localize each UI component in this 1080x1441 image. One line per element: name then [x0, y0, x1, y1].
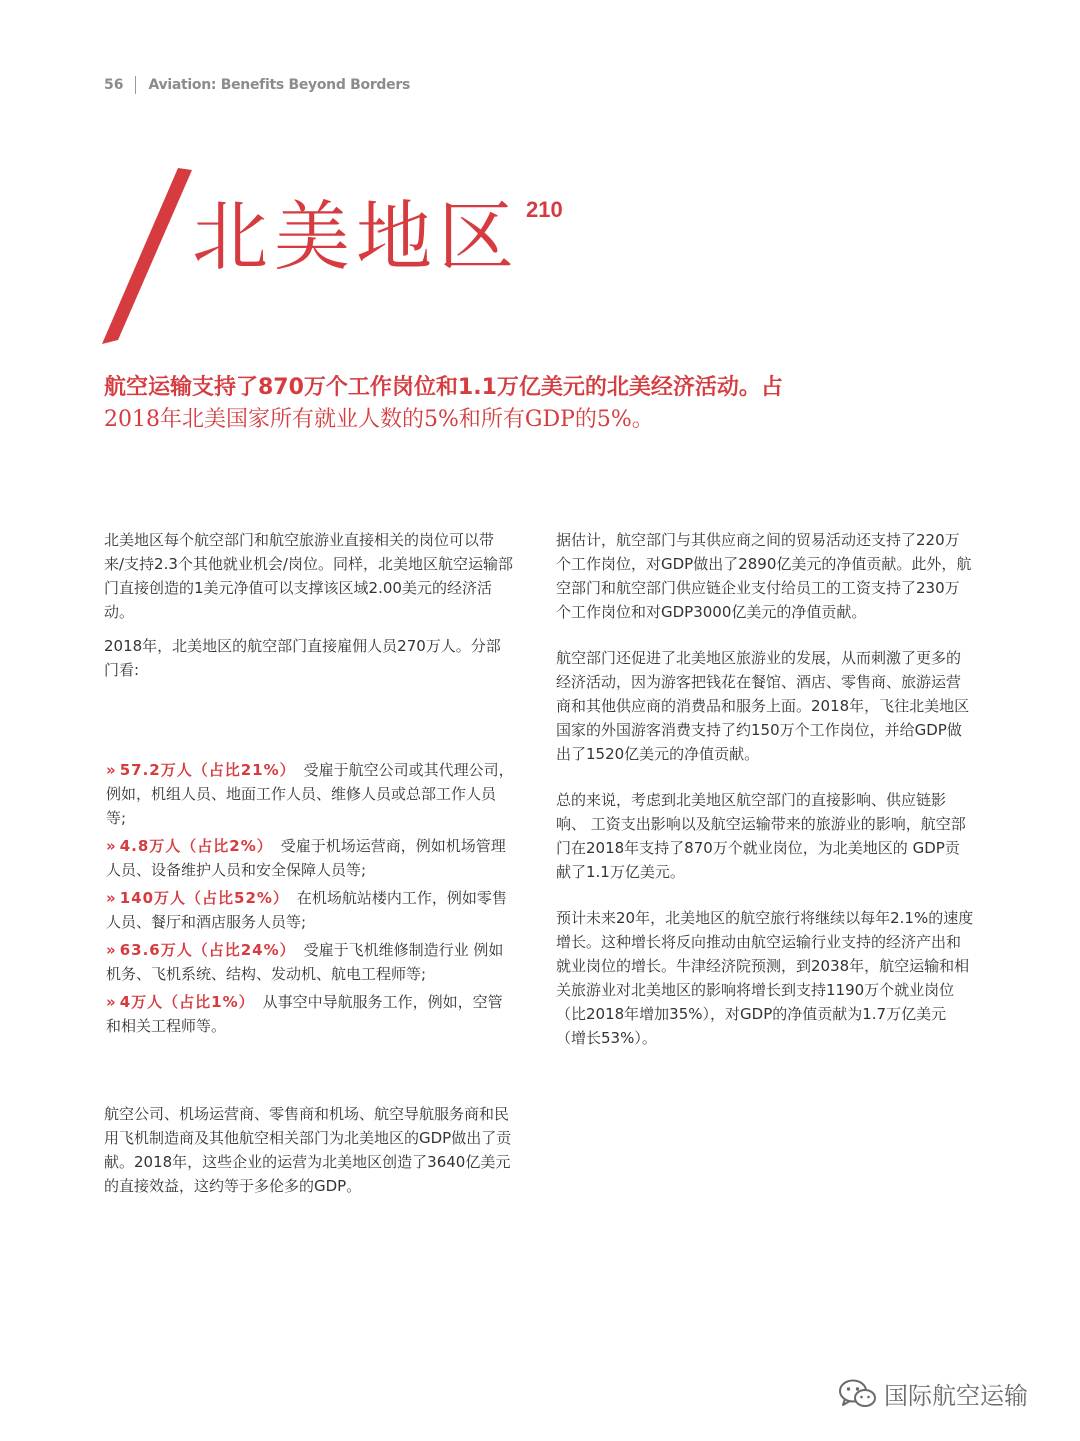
watermark — [838, 1376, 1028, 1411]
list-item — [106, 758, 516, 830]
lead-line-1: 航空运输支持了870万个工作岗位和1.1万亿美元的北美经济活动。占 — [104, 375, 783, 400]
right-column — [556, 528, 974, 1050]
bullet-text: 从事空中导航服务工作，例如，空管和相关工程师等。 — [106, 993, 503, 1035]
right-paragraph-4: 预计未来20年，北美地区的航空旅行将继续以每年2.1%的速度增长。这种增长将反向推动由航空运输行业支持的经济产出和就业岗位的增长。牛津经济院预测，到2038年，航空运输和相关旅游业对北美地区的影响将增长到支持1190万个就业岗位（比2018年增加35%），对GDP的净值贡献为1.7万亿美元（增长53%）。 — [556, 909, 974, 1047]
title-slash-decoration — [96, 164, 206, 346]
right-paragraph-2: 航空部门还促进了北美地区旅游业的发展，从而刺激了更多的经济活动，因为游客把钱花在餐馆、酒店、零售商、旅游运营商和其他供应商的消费品和服务上面。2018年，飞往北美地区国家的外国游客消费支持了约150万个工作岗位，并给GDP做出了1520亿美元的净值贡献。 — [556, 649, 970, 763]
bullet-marker: » — [106, 761, 116, 779]
bullet-marker: » — [106, 941, 116, 959]
employment-breakdown-list — [106, 758, 516, 1042]
bullet-text: 在机场航站楼内工作，例如零售人员、餐厅和酒店服务人员等; — [106, 889, 507, 931]
bullet-marker: » — [106, 837, 116, 855]
left-paragraph-2: 2018年，北美地区的航空部门直接雇佣人员270万人。分部门看: — [104, 637, 501, 679]
bullet-text: 受雇于航空公司或其代理公司，例如，机组人员、地面工作人员、维修人员或总部工作人员等; — [106, 761, 514, 827]
bullet-highlight: 4万人（占比1%） — [119, 993, 255, 1011]
bullet-marker: » — [106, 993, 116, 1011]
right-paragraph-3: 总的来说，考虑到北美地区航空部门的直接影响、供应链影响、 工资支出影响以及航空运输带来的旅游业的影响，航空部门在2018年支持了870万个就业岗位，为北美地区的 GDP贡献了1.1万亿美元。 — [556, 791, 966, 881]
page-header — [104, 74, 410, 96]
right-paragraph-1: 据估计，航空部门与其供应商之间的贸易活动还支持了220万个工作岗位，对GDP做出了2890亿美元的净值贡献。此外，航空部门和航空部门供应链企业支付给员工的工资支持了230万个工作岗位和对GDP3000亿美元的净值贡献。 — [556, 531, 972, 621]
list-item — [106, 834, 516, 882]
lead-line-2: 2018年北美国家所有就业人数的5%和所有GDP的5%。 — [104, 407, 654, 432]
bullet-highlight: 4.8万人（占比2%） — [119, 837, 273, 855]
left-paragraph-1: 北美地区每个航空部门和航空旅游业直接相关的岗位可以带来/支持2.3个其他就业机会/岗位。同样，北美地区航空运输部门直接创造的1美元净值可以支撑该区域2.00美元的经济活动。 — [104, 531, 513, 621]
bullet-highlight: 57.2万人（占比21%） — [119, 761, 296, 779]
left-paragraph-3: 航空公司、机场运营商、零售商和机场、航空导航服务商和民用飞机制造商及其他航空相关部门为北美地区的GDP做出了贡献。2018年，这些企业的运营为北美地区创造了3640亿美元的直接效益，这约等于多伦多的GDP。 — [104, 1105, 512, 1195]
title-text: 北美地区 — [192, 192, 520, 281]
header-divider — [135, 76, 136, 94]
left-column — [104, 528, 514, 682]
list-item — [106, 886, 516, 934]
page-number: 56 — [104, 77, 124, 93]
bullet-text: 受雇于飞机维修制造行业 例如机务、飞机系统、结构、发动机、航电工程师等; — [106, 941, 504, 983]
bullet-highlight: 140万人（占比52%） — [119, 889, 289, 907]
publication-title: Aviation: Benefits Beyond Borders — [148, 77, 410, 93]
list-item — [106, 990, 516, 1038]
bullet-text: 受雇于机场运营商，例如机场管理人员、设备维护人员和安全保障人员等; — [106, 837, 506, 879]
watermark-text: 国际航空运输 — [884, 1382, 1028, 1410]
left-paragraph-3-block — [104, 1102, 518, 1198]
title-footnote: 210 — [526, 197, 563, 222]
bullet-marker: » — [106, 889, 116, 907]
bullet-highlight: 63.6万人（占比24%） — [119, 941, 296, 959]
wechat-icon — [838, 1378, 878, 1410]
page-title — [192, 160, 563, 287]
list-item — [106, 938, 516, 986]
lead-paragraph — [104, 372, 984, 436]
